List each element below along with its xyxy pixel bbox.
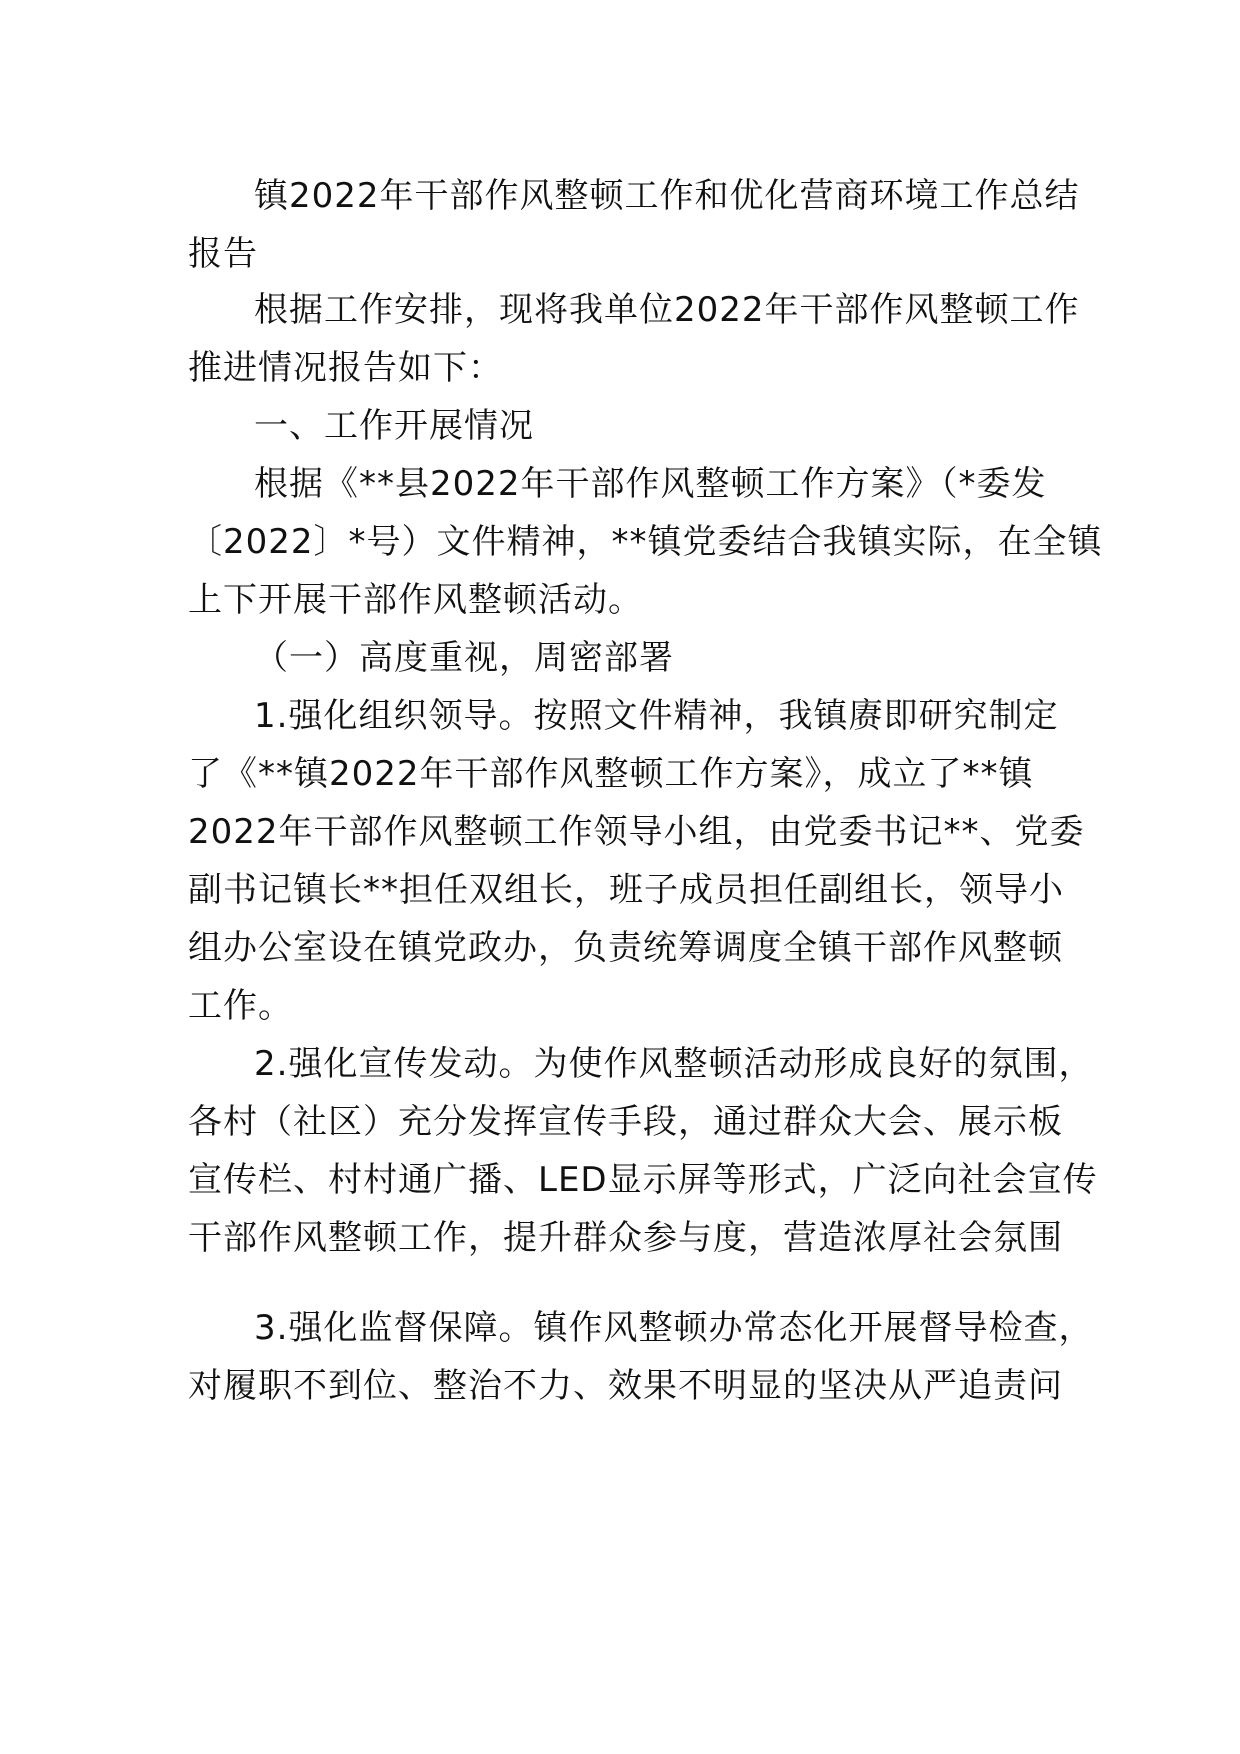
item-1-line-2: 了《**镇2022年干部作风整顿工作方案》，成立了**镇 [188, 754, 1034, 794]
subsection-heading: （一）高度重视，周密部署 [254, 638, 674, 678]
item-2-line-4: 干部作风整顿工作，提升群众参与度，营造浓厚社会氛围 [188, 1218, 1063, 1258]
section-heading: 一、工作开展情况 [254, 406, 534, 446]
item-1-line-5: 组办公室设在镇党政办，负责统筹调度全镇干部作风整顿 [188, 928, 1063, 968]
item-1-line-6: 工作。 [188, 986, 293, 1026]
item-1-line-4: 副书记镇长**担任双组长，班子成员担任副组长，领导小 [188, 870, 1064, 910]
item-1-line-1: 1.强化组织领导。按照文件精神，我镇赓即研究制定 [254, 696, 1059, 736]
item-3-line-2: 对履职不到位、整治不力、效果不明显的坚决从严追责问 [188, 1366, 1063, 1406]
document-title-line-2: 报告 [188, 234, 258, 274]
basis-paragraph-line-1: 根据《**县2022年干部作风整顿工作方案》（*委发 [254, 464, 1047, 504]
document-title-line-1: 镇2022年干部作风整顿工作和优化营商环境工作总结 [254, 176, 1080, 216]
item-1-line-3: 2022年干部作风整顿工作领导小组，由党委书记**、党委 [188, 812, 1085, 852]
basis-paragraph-line-2: 〔2022〕*号）文件精神，**镇党委结合我镇实际，在全镇 [188, 522, 1103, 562]
intro-paragraph-line-2: 推进情况报告如下： [188, 348, 503, 388]
item-2-line-1: 2.强化宣传发动。为使作风整顿活动形成良好的氛围， [254, 1044, 1094, 1084]
item-2-line-2: 各村（社区）充分发挥宣传手段，通过群众大会、展示板 [188, 1102, 1063, 1142]
item-3-line-1: 3.强化监督保障。镇作风整顿办常态化开展督导检查， [254, 1308, 1094, 1348]
intro-paragraph-line-1: 根据工作安排，现将我单位2022年干部作风整顿工作 [254, 290, 1080, 330]
item-2-line-3: 宣传栏、村村通广播、LED显示屏等形式，广泛向社会宣传 [188, 1160, 1098, 1200]
basis-paragraph-line-3: 上下开展干部作风整顿活动。 [188, 580, 643, 620]
